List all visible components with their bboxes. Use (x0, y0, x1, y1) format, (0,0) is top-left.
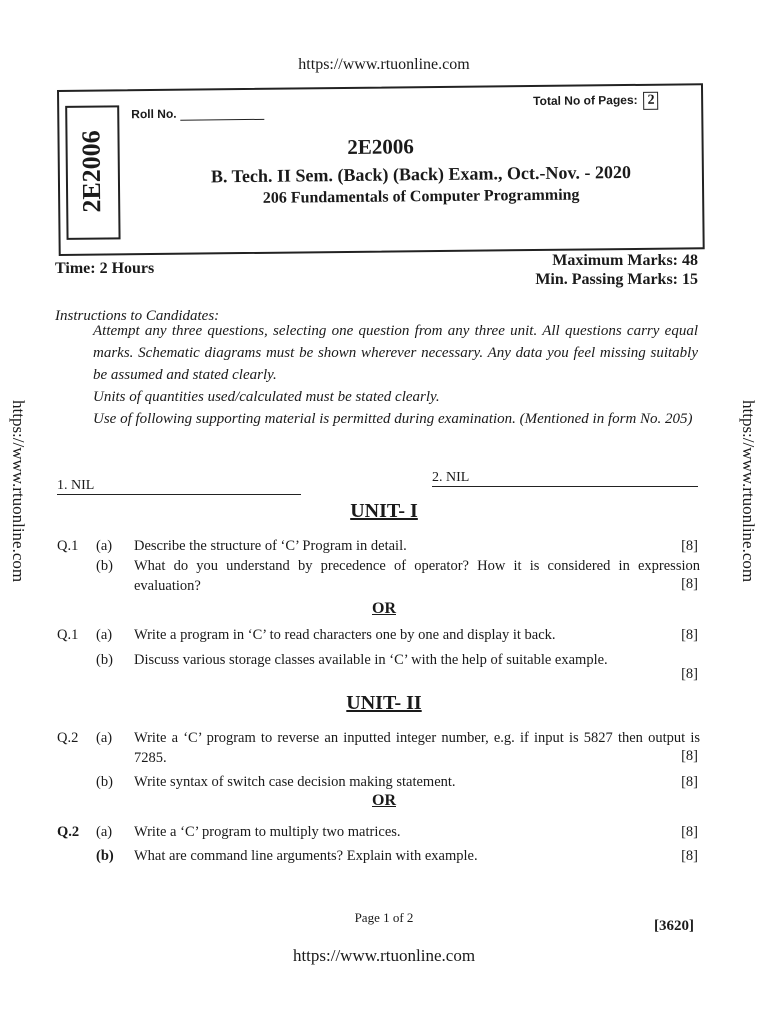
paper-serial-code: [3620] (654, 918, 694, 934)
question-text: Write syntax of switch case decision making statement. (134, 774, 456, 790)
roll-number-line (181, 119, 265, 121)
subject-title: 206 Fundamentals of Computer Programming (262, 186, 580, 207)
total-pages-value: 2 (644, 92, 659, 110)
maximum-marks: Maximum Marks: 48 (552, 252, 698, 269)
question-marks: [8] (681, 627, 698, 643)
question-number: Q.1 (57, 538, 79, 554)
watermark-url-bottom[interactable]: https://www.rtuonline.com (292, 946, 476, 965)
instruction-line: Attempt any three questions, selecting one question from any three unit. All questions carry equal marks. Schematic diagrams must be shown wherever necessary. Any data you feel missing suitably be assumed and stated clearly. (93, 323, 698, 383)
min-passing-marks: Min. Passing Marks: 15 (535, 271, 698, 288)
or-separator: OR (372, 600, 396, 617)
watermark-url-right[interactable]: https://www.rtuonline.com (739, 400, 758, 583)
question-number: Q.2 (57, 824, 80, 840)
question-text: Discuss various storage classes available in ‘C’ with the help of suitable example. (134, 652, 608, 668)
question-number: Q.2 (57, 730, 79, 746)
watermark-url-top[interactable]: https://www.rtuonline.com (298, 56, 470, 73)
unit-1-heading: UNIT- I (350, 500, 418, 522)
material-item-1-text: 1. NIL (57, 478, 301, 495)
question-part: (b) (96, 774, 113, 790)
page-number: Page 1 of 2 (354, 910, 414, 925)
question-part: (a) (96, 730, 113, 746)
question-number: Q.1 (57, 627, 79, 643)
instructions-title: Instructions to Candidates: (55, 308, 220, 324)
question-text: Describe the structure of ‘C’ Program in detail. (134, 538, 407, 554)
instruction-line: Units of quantities used/calculated must be stated clearly. (93, 389, 440, 405)
question-text: Write a ‘C’ program to reverse an inputted integer number, e.g. if input is 5827 then output is 7285. (134, 730, 700, 766)
instruction-line: Use of following supporting material is permitted during examination. (Mentioned in form No. 205) (93, 411, 693, 427)
question-text: What are command line arguments? Explain with example. (134, 848, 478, 864)
question-marks: [8] (681, 576, 698, 592)
question-marks: [8] (681, 824, 698, 840)
question-part: (a) (96, 824, 113, 840)
question-text: Write a program in ‘C’ to read characters one by one and display it back. (134, 627, 556, 643)
or-separator: OR (372, 792, 396, 809)
question-part: (b) (96, 848, 114, 864)
question-text: Write a ‘C’ program to multiply two matrices. (134, 824, 401, 840)
question-part: (b) (96, 652, 113, 668)
question-part: (a) (96, 538, 113, 554)
question-part: (a) (96, 627, 113, 643)
question-marks: [8] (681, 666, 698, 682)
question-marks: [8] (681, 748, 698, 764)
question-text: What do you understand by precedence of operator? How it is considered in expression evaluation? (134, 558, 700, 594)
question-marks: [8] (681, 848, 698, 864)
question-marks: [8] (681, 774, 698, 790)
roll-number-label: Roll No. (131, 106, 177, 122)
instructions-body (93, 318, 698, 430)
exam-header-box (57, 83, 705, 256)
exam-title: B. Tech. II Sem. (Back) (Back) Exam., Oct.-Nov. - 2020 (210, 161, 631, 187)
paper-code-box (65, 105, 120, 240)
unit-2-heading: UNIT- II (346, 692, 422, 714)
question-marks: [8] (681, 538, 698, 554)
material-item-2-text: 2. NIL (432, 470, 698, 487)
watermark-url-left[interactable]: https://www.rtuonline.com (9, 400, 28, 583)
material-item-2 (432, 470, 698, 487)
total-pages-label: Total No of Pages: (533, 92, 638, 109)
roll-number-field (131, 106, 264, 121)
exam-time: Time: 2 Hours (55, 260, 155, 277)
material-item-1 (57, 478, 301, 495)
question-part: (b) (96, 558, 113, 574)
paper-code-vertical: 2E2006 (76, 130, 107, 213)
total-pages (533, 92, 659, 111)
paper-code: 2E2006 (347, 134, 414, 159)
